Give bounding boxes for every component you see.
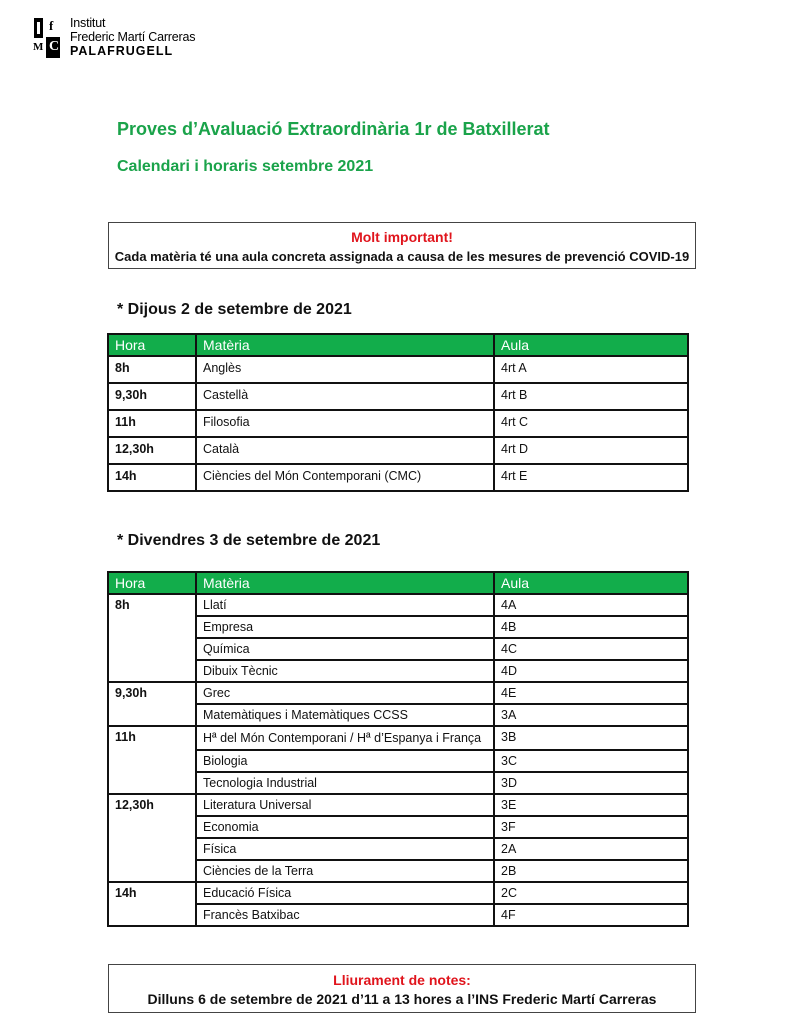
cell-hora: 12,30h xyxy=(108,794,196,882)
cell-hora: 14h xyxy=(108,882,196,926)
cell-aula: 3B xyxy=(494,726,688,750)
notice-heading: Molt important! xyxy=(351,229,453,245)
institution-line-2: Frederic Martí Carreras xyxy=(70,30,196,44)
cell-materia: Ciències del Món Contemporani (CMC) xyxy=(196,464,494,491)
table-row xyxy=(108,682,688,704)
cell-hora: 9,30h xyxy=(108,383,196,410)
column-header-aula: Aula xyxy=(494,572,688,594)
cell-aula: 3F xyxy=(494,816,688,838)
cell-aula: 4D xyxy=(494,660,688,682)
cell-aula: 3E xyxy=(494,794,688,816)
cell-aula: 4rt A xyxy=(494,356,688,383)
day1-schedule-table xyxy=(107,333,689,492)
table-row xyxy=(108,794,688,816)
cell-materia: Matemàtiques i Matemàtiques CCSS xyxy=(196,704,494,726)
cell-materia: Filosofia xyxy=(196,410,494,437)
cell-materia: Química xyxy=(196,638,494,660)
day2-heading: * Divendres 3 de setembre de 2021 xyxy=(117,532,381,549)
table-row xyxy=(108,464,688,491)
table-header-row xyxy=(108,572,688,594)
institution-line-1: Institut xyxy=(70,16,106,30)
grades-delivery-notice-box xyxy=(108,964,696,1013)
column-header-aula: Aula xyxy=(494,334,688,356)
column-header-hora: Hora xyxy=(108,572,196,594)
cell-aula: 4rt E xyxy=(494,464,688,491)
cell-materia: Tecnologia Industrial xyxy=(196,772,494,794)
cell-materia: Ciències de la Terra xyxy=(196,860,494,882)
cell-aula: 3A xyxy=(494,704,688,726)
cell-materia: Llatí xyxy=(196,594,494,616)
cell-materia: Francès Batxibac xyxy=(196,904,494,926)
cell-aula: 4rt B xyxy=(494,383,688,410)
column-header-hora: Hora xyxy=(108,334,196,356)
logo-mark-icon: f M C xyxy=(30,16,64,60)
cell-materia: Empresa xyxy=(196,616,494,638)
table-row xyxy=(108,882,688,904)
table-row xyxy=(108,356,688,383)
table-row xyxy=(108,594,688,616)
cell-aula: 4F xyxy=(494,904,688,926)
cell-aula: 3D xyxy=(494,772,688,794)
cell-materia: Educació Física xyxy=(196,882,494,904)
cell-aula: 3C xyxy=(494,750,688,772)
table-header-row xyxy=(108,334,688,356)
cell-materia: Literatura Universal xyxy=(196,794,494,816)
page-subtitle: Calendari i horaris setembre 2021 xyxy=(117,158,374,175)
cell-materia: Física xyxy=(196,838,494,860)
cell-materia: Català xyxy=(196,437,494,464)
day2-schedule-table xyxy=(107,571,689,927)
cell-hora: 8h xyxy=(108,594,196,682)
day1-heading: * Dijous 2 de setembre de 2021 xyxy=(117,301,352,318)
cell-aula: 4A xyxy=(494,594,688,616)
table-row xyxy=(108,383,688,410)
column-header-materia: Matèria xyxy=(196,572,494,594)
cell-materia: Biologia xyxy=(196,750,494,772)
page-title: Proves d’Avaluació Extraordinària 1r de Batxillerat xyxy=(117,119,550,139)
cell-aula: 4rt C xyxy=(494,410,688,437)
cell-aula: 4B xyxy=(494,616,688,638)
cell-aula: 4rt D xyxy=(494,437,688,464)
institution-line-3: PALAFRUGELL xyxy=(70,44,174,58)
cell-aula: 4E xyxy=(494,682,688,704)
cell-hora: 9,30h xyxy=(108,682,196,726)
cell-materia: Castellà xyxy=(196,383,494,410)
cell-hora: 11h xyxy=(108,726,196,794)
covid-notice-box xyxy=(108,222,696,269)
table-row xyxy=(108,437,688,464)
cell-aula: 4C xyxy=(494,638,688,660)
cell-aula: 2A xyxy=(494,838,688,860)
cell-hora: 11h xyxy=(108,410,196,437)
grades-notice-text: Dilluns 6 de setembre de 2021 d’11 a 13 hores a l’INS Frederic Martí Carreras xyxy=(147,991,657,1007)
cell-hora: 8h xyxy=(108,356,196,383)
cell-materia: Economia xyxy=(196,816,494,838)
cell-aula: 2C xyxy=(494,882,688,904)
notice-text: Cada matèria té una aula concreta assignada a causa de les mesures de prevenció COVID-19 xyxy=(114,249,690,264)
cell-hora: 14h xyxy=(108,464,196,491)
cell-materia: Hª del Món Contemporani / Hª d’Espanya i França xyxy=(196,726,494,750)
table-row xyxy=(108,410,688,437)
institution-name xyxy=(70,16,195,58)
grades-notice-heading: Lliurament de notes: xyxy=(333,972,471,988)
cell-materia: Grec xyxy=(196,682,494,704)
institution-logo xyxy=(30,16,200,60)
cell-materia: Anglès xyxy=(196,356,494,383)
table-row xyxy=(108,726,688,750)
cell-aula: 2B xyxy=(494,860,688,882)
cell-hora: 12,30h xyxy=(108,437,196,464)
cell-materia: Dibuix Tècnic xyxy=(196,660,494,682)
column-header-materia: Matèria xyxy=(196,334,494,356)
